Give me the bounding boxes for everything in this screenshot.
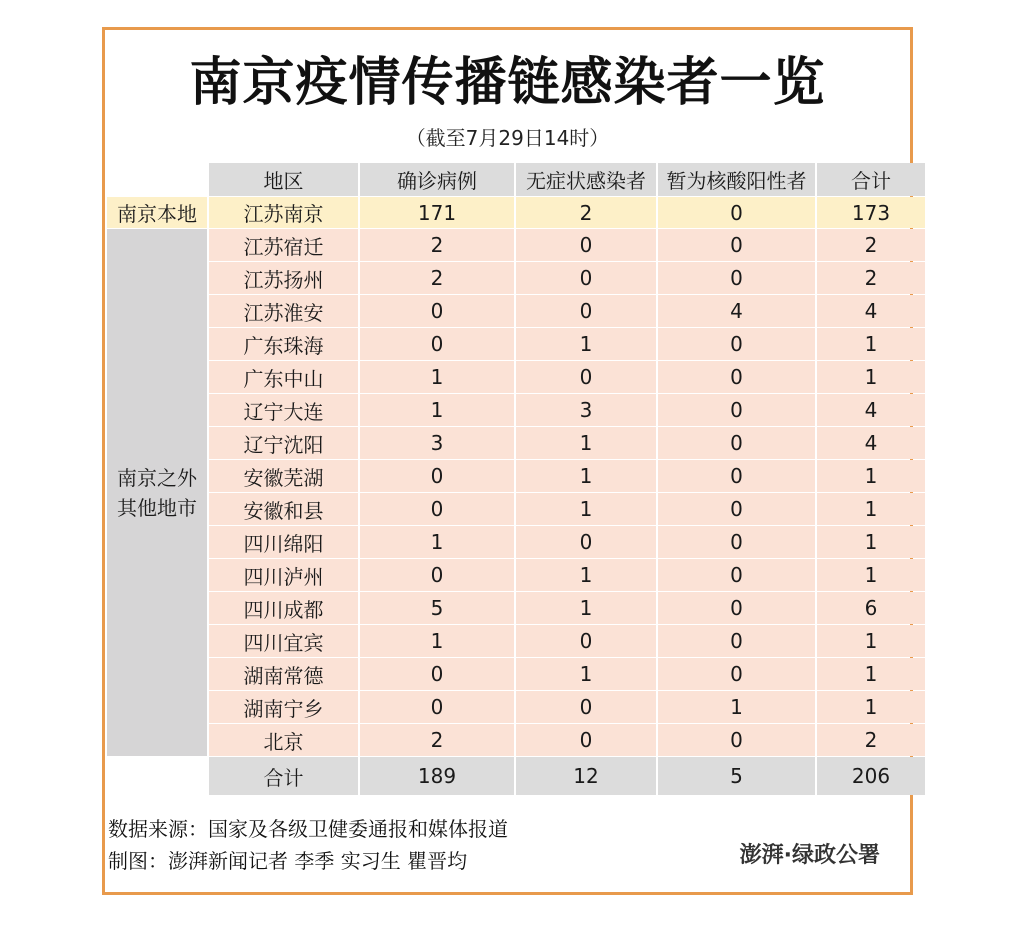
value-cell: 1 [516,328,656,360]
data-source: 数据来源：国家及各级卫健委通报和媒体报道 [108,817,508,841]
value-cell: 173 [817,197,925,228]
region-cell: 四川成都 [209,592,358,624]
value-cell: 2 [516,197,656,228]
value-cell: 0 [360,328,514,360]
region-cell: 四川宜宾 [209,625,358,657]
value-cell: 0 [516,691,656,723]
value-cell: 1 [516,658,656,690]
value-cell: 0 [658,197,815,228]
value-cell: 0 [360,460,514,492]
value-cell: 4 [817,427,925,459]
value-cell: 0 [516,625,656,657]
value-cell: 0 [658,526,815,558]
value-cell: 5 [360,592,514,624]
value-cell: 4 [817,394,925,426]
credit-line: 制图：澎湃新闻记者 李季 实习生 瞿晋均 [108,849,468,873]
value-cell: 1 [817,493,925,525]
value-cell: 2 [360,724,514,756]
region-cell: 北京 [209,724,358,756]
value-cell: 1 [817,625,925,657]
value-cell: 0 [516,262,656,294]
value-cell: 6 [817,592,925,624]
value-cell: 0 [516,724,656,756]
value-cell: 1 [817,526,925,558]
column-header: 确诊病例 [360,163,514,196]
value-cell: 0 [360,295,514,327]
value-cell: 3 [360,427,514,459]
region-cell: 湖南宁乡 [209,691,358,723]
value-cell: 4 [658,295,815,327]
value-cell: 1 [516,427,656,459]
total-label: 合计 [209,757,358,795]
value-cell: 0 [658,493,815,525]
group-label-local: 南京本地 [107,197,207,228]
value-cell: 0 [360,691,514,723]
value-cell: 0 [658,658,815,690]
value-cell: 0 [360,658,514,690]
total-value: 5 [658,757,815,795]
total-value: 206 [817,757,925,795]
value-cell: 1 [360,625,514,657]
value-cell: 1 [817,460,925,492]
value-cell: 1 [516,592,656,624]
column-header: 合计 [817,163,925,196]
value-cell: 1 [658,691,815,723]
value-cell: 171 [360,197,514,228]
value-cell: 1 [817,691,925,723]
value-cell: 0 [658,592,815,624]
value-cell: 0 [658,427,815,459]
value-cell: 0 [658,724,815,756]
value-cell: 1 [360,361,514,393]
region-cell: 江苏淮安 [209,295,358,327]
column-header: 暂为核酸阳性者 [658,163,815,196]
value-cell: 1 [360,526,514,558]
page-title: 南京疫情传播链感染者一览 [189,53,826,113]
region-cell: 四川泸州 [209,559,358,591]
value-cell: 0 [516,295,656,327]
value-cell: 0 [516,526,656,558]
value-cell: 1 [360,394,514,426]
region-cell: 安徽和县 [209,493,358,525]
region-cell: 广东中山 [209,361,358,393]
value-cell: 1 [516,460,656,492]
value-cell: 1 [817,559,925,591]
value-cell: 0 [516,361,656,393]
total-corner [107,757,207,795]
value-cell: 0 [658,361,815,393]
group-label-line: 其他地市 [117,495,197,520]
value-cell: 2 [817,229,925,261]
value-cell: 0 [658,262,815,294]
region-cell: 辽宁大连 [209,394,358,426]
region-cell: 安徽芜湖 [209,460,358,492]
value-cell: 0 [658,460,815,492]
value-cell: 0 [658,394,815,426]
value-cell: 2 [817,724,925,756]
region-cell: 辽宁沈阳 [209,427,358,459]
value-cell: 0 [658,625,815,657]
value-cell: 1 [817,328,925,360]
value-cell: 2 [360,229,514,261]
region-cell: 江苏扬州 [209,262,358,294]
value-cell: 2 [817,262,925,294]
region-cell: 江苏南京 [209,197,358,228]
total-value: 189 [360,757,514,795]
column-header: 地区 [209,163,358,196]
value-cell: 1 [817,361,925,393]
value-cell: 0 [360,559,514,591]
region-cell: 四川绵阳 [209,526,358,558]
value-cell: 1 [516,493,656,525]
value-cell: 0 [658,559,815,591]
value-cell: 2 [360,262,514,294]
total-value: 12 [516,757,656,795]
region-cell: 广东珠海 [209,328,358,360]
value-cell: 0 [658,328,815,360]
value-cell: 0 [516,229,656,261]
value-cell: 1 [817,658,925,690]
infographic-frame [102,27,913,895]
publisher-logo: 澎湃·绿政公署 [739,843,880,868]
value-cell: 1 [516,559,656,591]
column-header: 无症状感染者 [516,163,656,196]
value-cell: 3 [516,394,656,426]
cases-table [107,163,925,795]
group-label-other [107,229,207,756]
header-corner [107,163,207,196]
region-cell: 江苏宿迁 [209,229,358,261]
group-label-line: 南京之外 [117,465,197,490]
region-cell: 湖南常德 [209,658,358,690]
value-cell: 0 [360,493,514,525]
value-cell: 0 [658,229,815,261]
page-subtitle: （截至7月29日14时） [405,126,610,150]
value-cell: 4 [817,295,925,327]
